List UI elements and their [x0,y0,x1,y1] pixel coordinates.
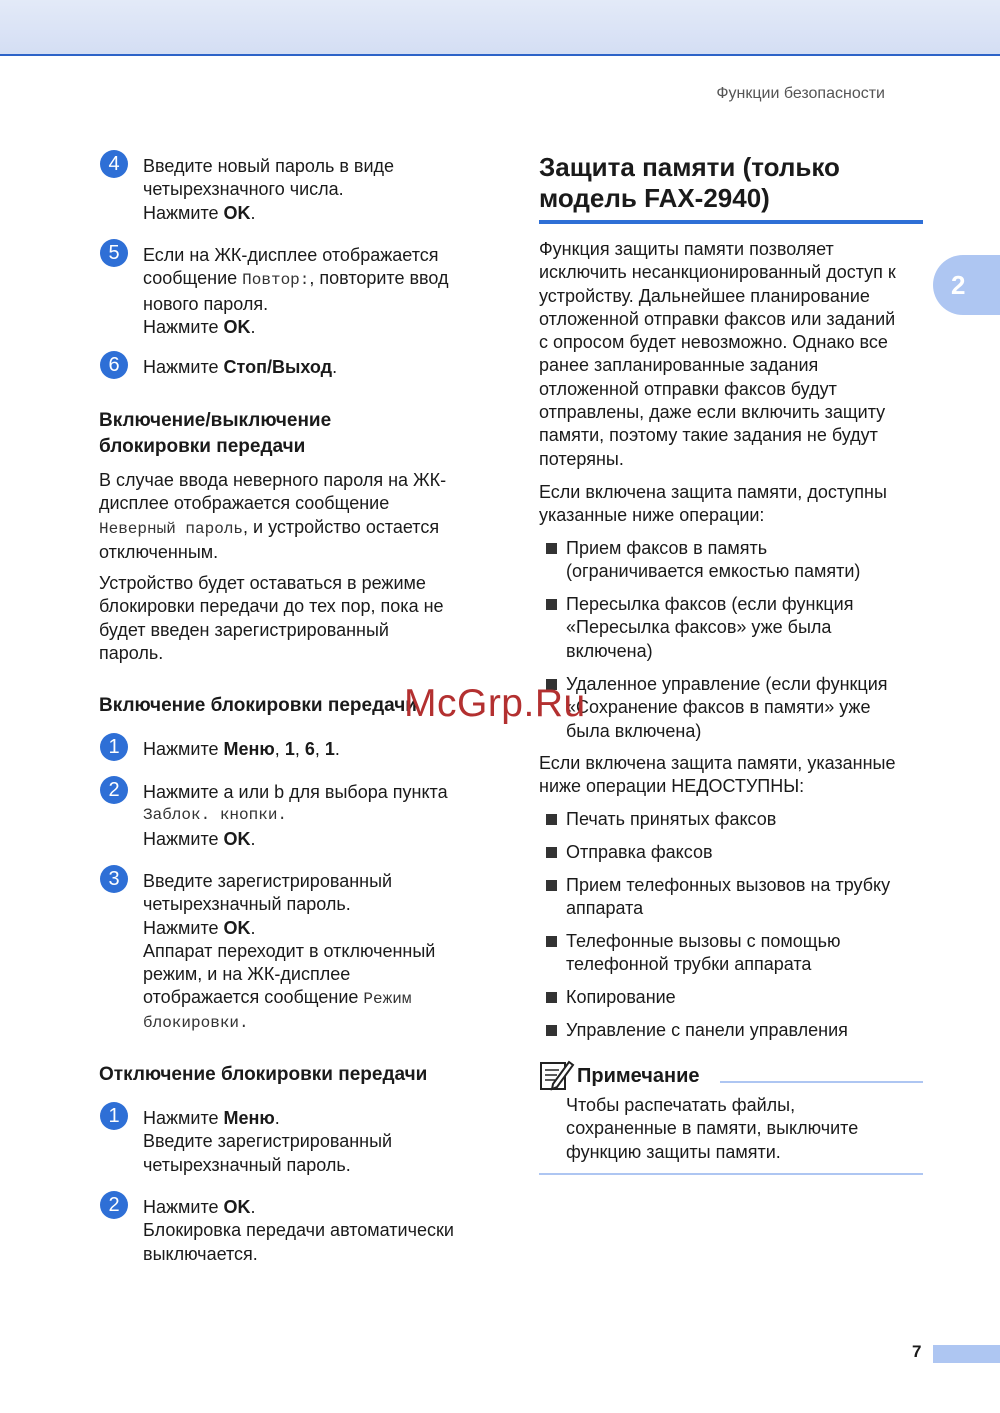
page-tab [933,1345,1000,1363]
note-title: Примечание [577,1065,700,1087]
paragraph: Функция защиты памяти позволяет исключить несанкционированный доступ к устройству. Дальнейшее планирование отложенной отправки факсов или заданий с опросом будет невозможно. Однако все ранее запланированные задания отложенной отправки факсов будут отправлены, даже если включить защиту памяти, поэтому такие задания не будут потеряны. [539,239,896,469]
paragraph: Устройство будет оставаться в режиме блокировки передачи до тех пор, пока не будет введен зарегистрированный пароль. [99,573,444,663]
heading-memory-protection: Защита памяти (только модель FAX-2940) [539,152,923,224]
step-text: Нажмите OK. Блокировка передачи автоматически выключается. [143,1197,454,1264]
chapter-tab: 2 [933,255,1000,315]
section-title: Функции безопасности [716,85,885,102]
step-number: 2 [100,1191,128,1219]
step-text: Нажмите Меню. Введите зарегистрированный четырехзначный пароль. [143,1108,393,1175]
heading-lock-off: Отключение блокировки передачи [99,1064,428,1085]
note-divider [539,1173,923,1175]
step-text: Нажмите a или b для выбора пункта Заблок. кнопки. Нажмите OK. [143,782,448,849]
step-text: Нажмите Стоп/Выход. [143,357,338,377]
step-text: Если на ЖК-дисплее отображается сообщение Повтор:, повторите ввод нового пароля. Нажмите OK. [143,245,449,337]
step-text: Введите новый пароль в виде четырехзначного числа. Нажмите OK. [143,156,395,223]
step-number: 5 [100,239,128,267]
note-divider [720,1081,923,1083]
step-number: 1 [100,733,128,761]
step-number: 2 [100,776,128,804]
paragraph: Если включена защита памяти, указанные ниже операции НЕДОСТУПНЫ: [539,753,896,797]
page-number: 7 [912,1342,922,1361]
header-bar [0,0,1000,56]
step-number: 6 [100,351,128,379]
watermark: McGrp.Ru [404,682,586,725]
note-text: Чтобы распечатать файлы, сохраненные в памяти, выключите функцию защиты памяти. [566,1095,859,1162]
paragraph: В случае ввода неверного пароля на ЖК- дисплее отображается сообщение Неверный пароль, и устройство остается отключенным. [99,470,447,562]
heading-lock-toggle: Включение/выключение блокировки передачи [99,410,332,457]
heading-lock-on: Включение блокировки передачи [99,695,417,716]
step-number: 3 [100,865,128,893]
step-text: Введите зарегистрированный четырехзначный пароль. Нажмите OK. Аппарат переходит в отключенный режим, и на ЖК-дисплее отображается сообщение Режим блокировки. [143,871,436,1032]
paragraph: Если включена защита памяти, доступны указанные ниже операции: [539,482,887,526]
step-text: Нажмите Меню, 1, 6, 1. [143,739,340,759]
step-number: 1 [100,1102,128,1130]
note-header [539,1058,923,1092]
step-number: 4 [100,150,128,178]
note-pencil-icon [539,1058,575,1092]
